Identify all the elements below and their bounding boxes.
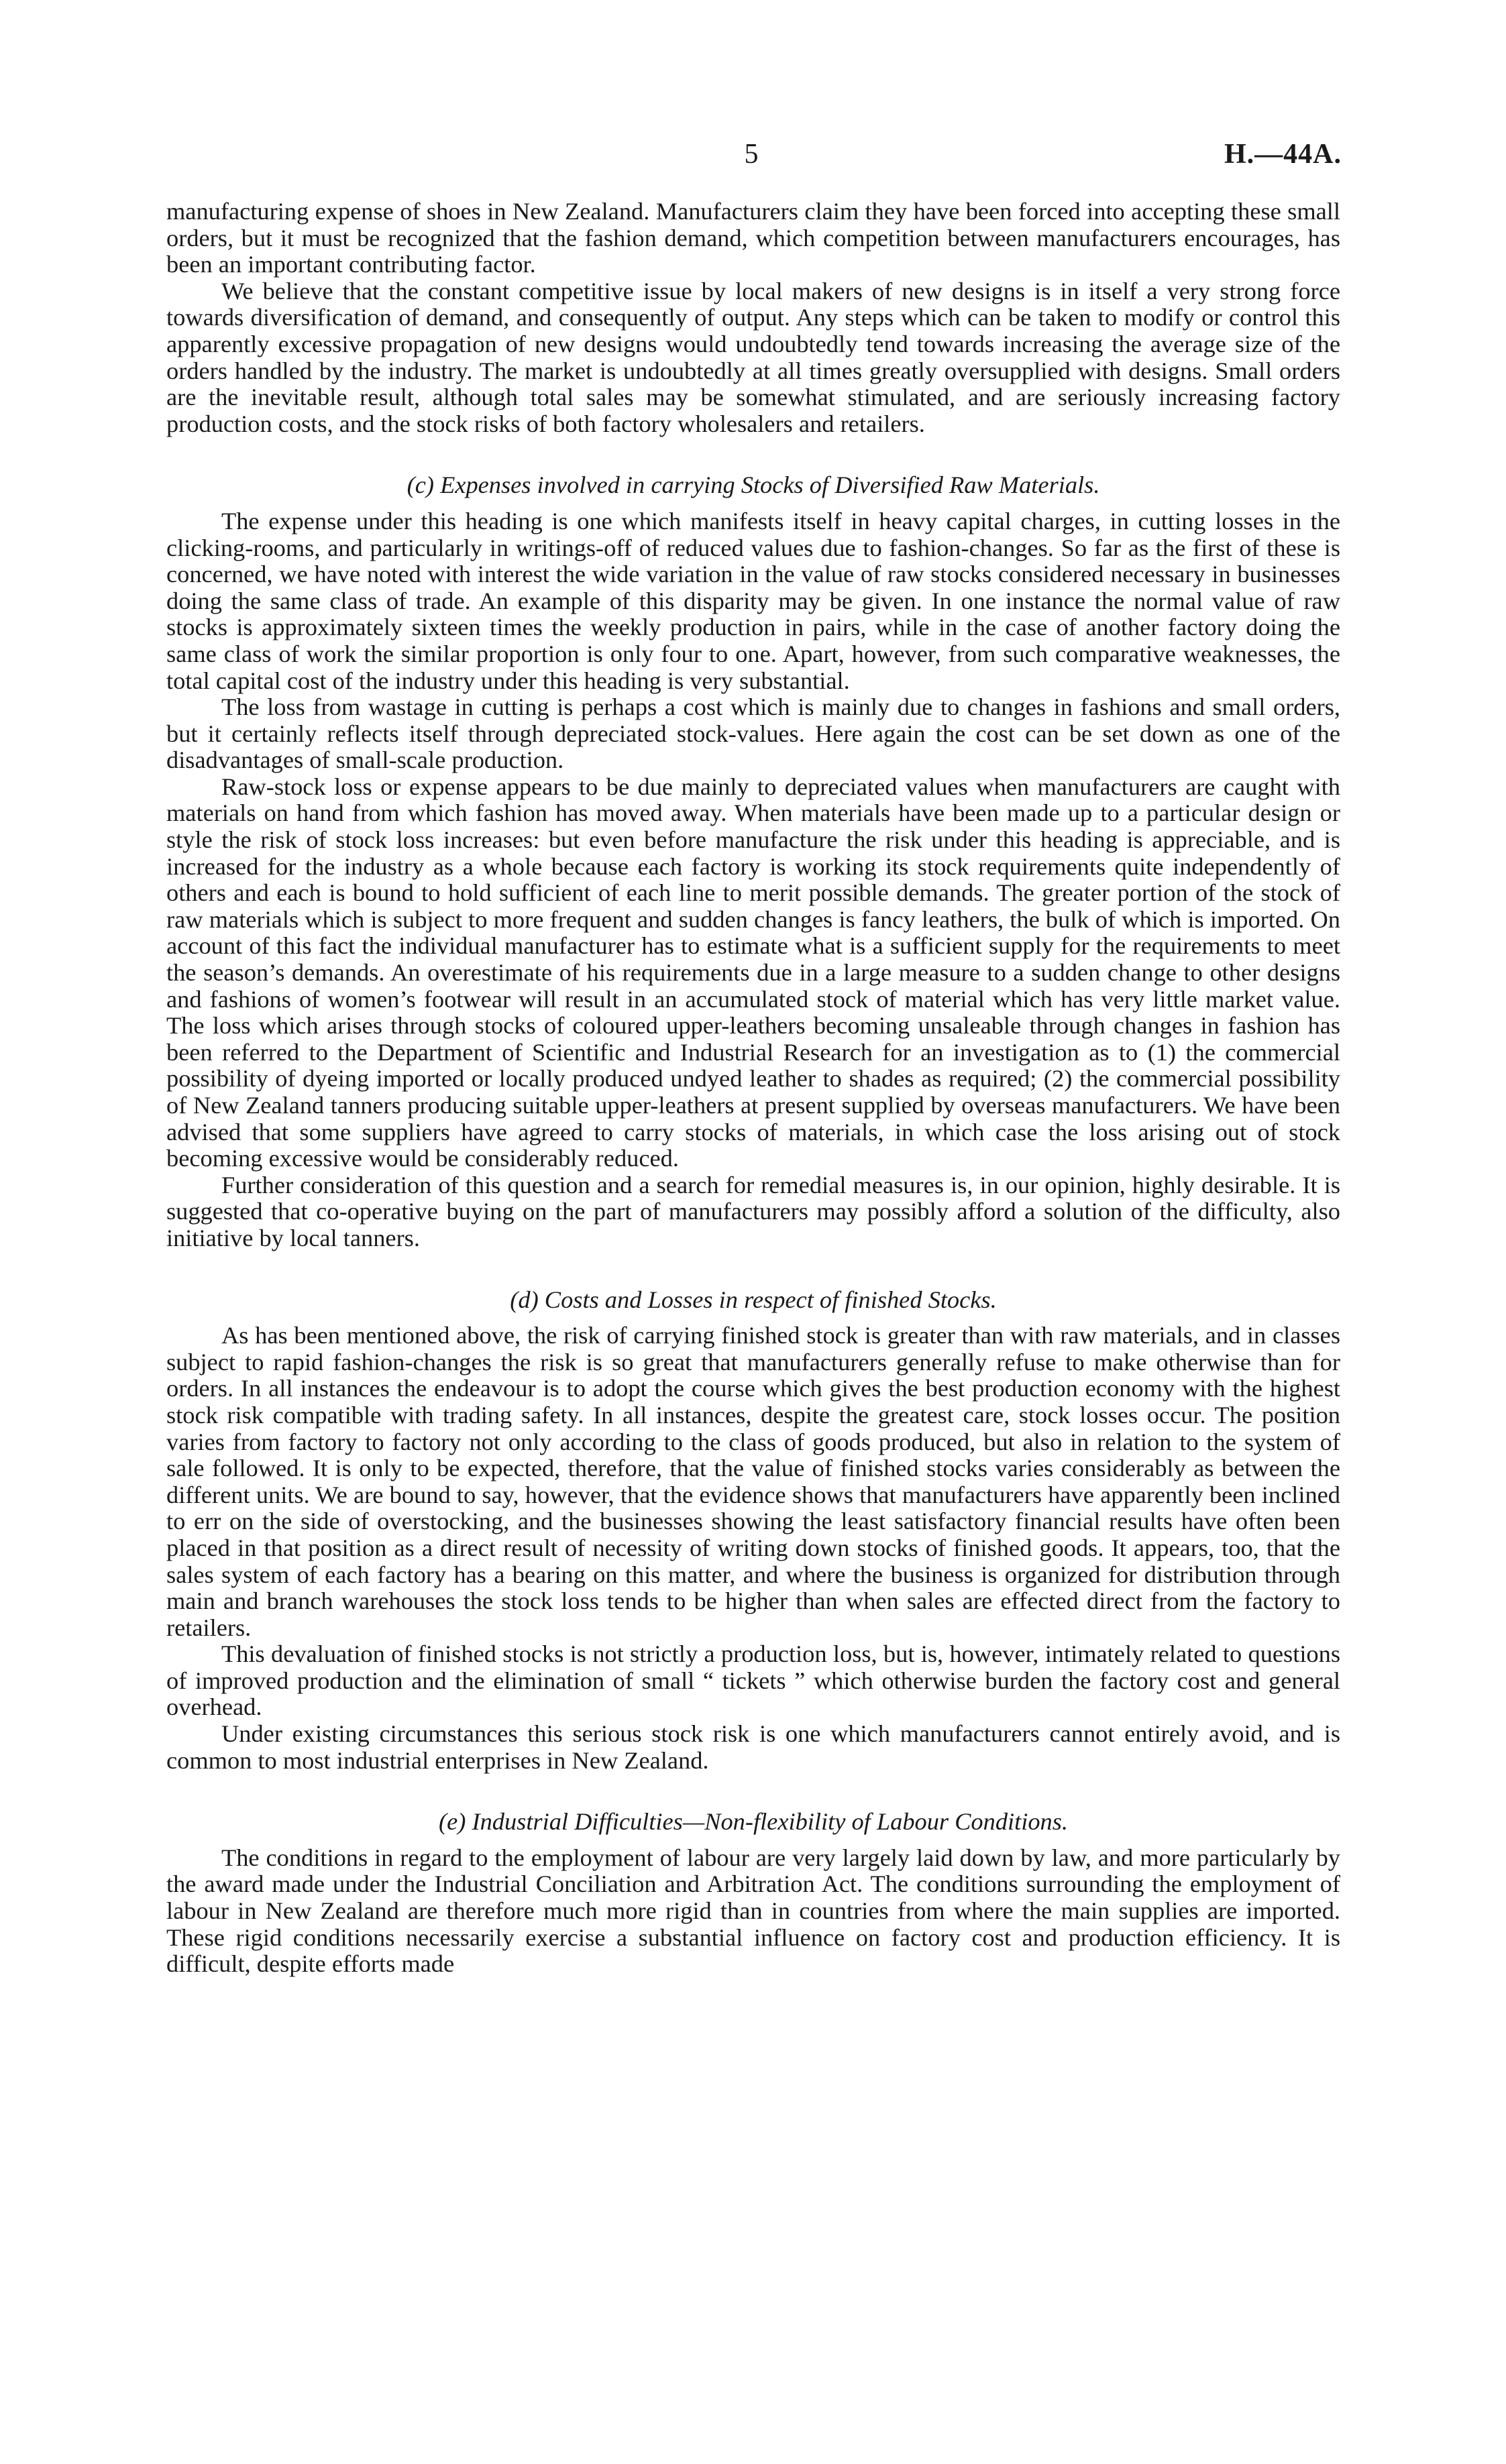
paragraph-c4: Further consideration of this question and a search for remedial measures is, in our opinion, highly desirable. It is suggested that co-operative buying on the part of manufacturers may possibly afford a solution of the difficulty, also initiative by local tanners. — [166, 1171, 1340, 1251]
paragraph-d1: As has been mentioned above, the risk of carrying finished stock is greater than with raw materials, and in classes subject to rapid fashion-changes the risk is so great that manufacturers generally refuse to make otherwise than for orders. In all instances the endeavour is to adopt the course which gives the best production economy with the highest stock risk compatible with trading safety. In all instances, despite the greatest care, stock losses occur. The position varies from factory to factory not only according to the class of goods produced, but also in relation to the system of sale followed. It is only to be expected, therefore, that the value of finished stocks varies considerably as between the different units. We are bound to say, however, that the evidence shows that manufacturers have apparently been inclined to err on the side of overstocking, and the businesses showing the least satisfactory financial results have often been placed in that position as a direct result of necessity of writing down stocks of finished goods. It appears, too, that the sales system of each factory has a bearing on this matter, and where the business is organized for distribution through main and branch warehouses the stock loss tends to be higher than when sales are effected direct from the factory to retailers. — [166, 1322, 1340, 1641]
section-heading-e: (e) Industrial Difficulties—Non-flexibility of Labour Conditions. — [438, 1808, 1069, 1836]
paragraph-c2: The loss from wastage in cutting is perhaps a cost which is mainly due to changes in fashions and small orders, but it certainly reflects itself through depreciated stock-values. Here again the cost can be set down as one of the disadvantages of small-scale production. — [166, 693, 1340, 774]
paragraph-intro: manufacturing expense of shoes in New Zealand. Manufacturers claim they have been forced into accepting these small orders, but it must be recognized that the fashion demand, which competition between manufacturers encourages, has been an important contributing factor. — [166, 198, 1340, 278]
document-reference: H.—44A. — [1224, 139, 1342, 170]
paragraph-c1: The expense under this heading is one which manifests itself in heavy capital charges, in cutting losses in the clicking-rooms, and particularly in writings-off of reduced values due to fashion-changes. So far as the first of these is concerned, we have noted with interest the wide variation in the value of raw stocks considered necessary in businesses doing the same class of trade. An example of this disparity may be given. In one instance the normal value of raw stocks is approximately sixteen times the weekly production in pairs, while in the case of another factory doing the same class of work the similar proportion is only four to one. Apart, however, from such comparative weaknesses, the total capital cost of the industry under this heading is very substantial. — [166, 507, 1340, 694]
document-body — [166, 199, 1340, 1978]
paragraph-believe: We believe that the constant competitive issue by local makers of new designs is in itself a very strong force towards diversification of demand, and consequently of output. Any steps which can be taken to modify or control this apparently excessive propagation of new designs would undoubtedly tend towards increasing the average size of the orders handled by the industry. The market is undoubtedly at all times greatly oversupplied with designs. Small orders are the inevitable result, although total sales may be somewhat stimulated, and are seriously increasing factory production costs, and the stock risks of both factory wholesalers and retailers. — [166, 277, 1340, 437]
paragraph-c3: Raw-stock loss or expense appears to be due mainly to depreciated values when manufacturers are caught with materials on hand from which fashion has moved away. When materials have been made up to a particular design or style the risk of stock loss increases: but even before manufacture the risk under this heading is appreciable, and is increased for the industry as a whole because each factory is working its stock requirements quite independently of others and each is bound to hold sufficient of each line to merit possible demands. The greater portion of the stock of raw materials which is subject to more frequent and sudden changes is fancy leathers, the bulk of which is imported. On account of this fact the individual manufacturer has to estimate what is a sufficient supply for the requirements to meet the season’s demands. An overestimate of his requirements due in a large measure to a sudden change to other designs and fashions of women’s footwear will result in an accumulated stock of material which has very little market value. The loss which arises through stocks of coloured upper-leathers becoming unsaleable through changes in fashion has been referred to the Department of Scientific and Industrial Research for an investigation as to (1) the commercial possibility of dyeing imported or locally produced undyed leather to shades as required; (2) the commercial possibility of New Zealand tanners producing suitable upper-leathers at present supplied by overseas manufacturers. We have been advised that some suppliers have agreed to carry stocks of materials, in which case the loss arising out of stock becoming excessive would be considerably reduced. — [166, 773, 1340, 1172]
page-header — [0, 134, 1506, 174]
paragraph-d3: Under existing circumstances this serious stock risk is one which manufacturers cannot entirely avoid, and is common to most industrial enterprises in New Zealand. — [166, 1720, 1340, 1774]
paragraph-e1: The conditions in regard to the employment of labour are very largely laid down by law, and more particularly by the award made under the Industrial Conciliation and Arbitration Act. The conditions surrounding the employment of labour in New Zealand are therefore much more rigid than in countries from where the main supplies are imported. These rigid conditions necessarily exercise a substantial influence on factory cost and production efficiency. It is difficult, despite efforts made — [166, 1844, 1340, 1978]
paragraph-d2: This devaluation of finished stocks is not strictly a production loss, but is, however, intimately related to questions of improved production and the elimination of small “ tickets ” which otherwise burden the factory cost and general overhead. — [166, 1640, 1340, 1721]
section-heading-d: (d) Costs and Losses in respect of finished Stocks. — [510, 1286, 997, 1313]
section-heading-c: (c) Expenses involved in carrying Stocks of Diversified Raw Materials. — [407, 471, 1100, 499]
page-number: 5 — [744, 139, 759, 170]
